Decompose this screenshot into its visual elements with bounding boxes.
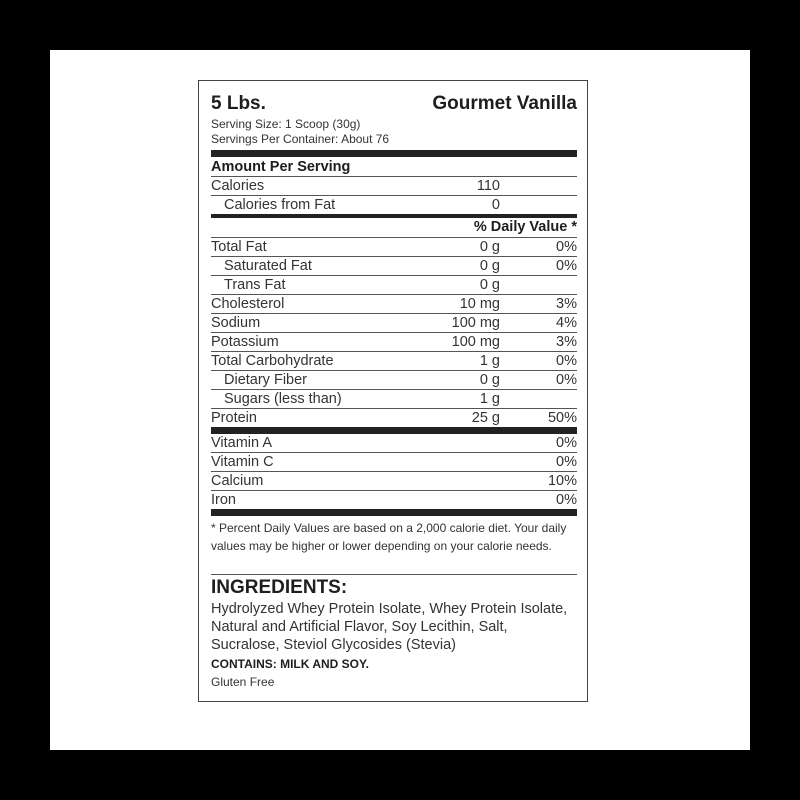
vitamin-percent: 0% <box>556 435 577 451</box>
calories-value: 110 <box>476 178 500 194</box>
nutrient-percent: 0% <box>556 372 577 388</box>
nutrient-label: Sodium <box>211 315 261 331</box>
nutrient-label: Dietary Fiber <box>224 372 307 388</box>
nutrient-percent: 0% <box>556 353 577 369</box>
thick-divider <box>211 509 577 516</box>
ingredients-title: INGREDIENTS: <box>211 577 348 598</box>
nutrient-amount: 0 g <box>479 239 500 255</box>
nutrient-row <box>211 314 577 332</box>
servings-per-container: Servings Per Container: About 76 <box>211 132 390 146</box>
nutrient-amount: 0 g <box>479 277 500 293</box>
nutrient-percent: 0% <box>556 239 577 255</box>
nutrient-label: Protein <box>211 410 257 426</box>
nutrition-facts-label <box>198 80 588 702</box>
nutrient-amount: 10 mg <box>459 296 500 312</box>
label-content <box>211 91 577 691</box>
amount-per-serving-label: Amount Per Serving <box>211 159 351 175</box>
vitamin-label: Vitamin A <box>211 435 272 451</box>
calories-label: Calories <box>211 178 265 194</box>
nutrient-row <box>211 257 577 275</box>
nutrient-amount: 0 g <box>479 372 500 388</box>
nutrient-row <box>211 276 577 294</box>
vitamin-row <box>211 453 577 471</box>
vitamin-label: Vitamin C <box>211 454 274 470</box>
label-header <box>211 91 577 117</box>
nutrient-percent: 0% <box>556 258 577 274</box>
nutrient-percent: 3% <box>556 334 577 350</box>
nutrient-percent: 50% <box>547 410 577 426</box>
flavor-name: Gourmet Vanilla <box>432 93 577 114</box>
serving-size: Serving Size: 1 Scoop (30g) <box>211 117 361 131</box>
nutrient-label: Trans Fat <box>224 277 286 293</box>
vitamin-percent: 0% <box>556 492 577 508</box>
thick-divider <box>211 150 577 157</box>
daily-value-footnote: * Percent Daily Values are based on a 2,000 calorie diet. Your daily values may be higher or lower depending on your calorie needs. <box>211 521 567 553</box>
nutrient-amount: 100 mg <box>451 334 500 350</box>
daily-value-header-text: % Daily Value * <box>473 219 577 235</box>
vitamin-label: Calcium <box>211 473 264 489</box>
vitamin-row <box>211 434 577 452</box>
nutrient-label: Sugars (less than) <box>224 391 342 407</box>
nutrient-amount: 100 mg <box>451 315 500 331</box>
nutrient-amount: 1 g <box>479 353 500 369</box>
nutrient-row <box>211 333 577 351</box>
nutrient-row <box>211 352 577 370</box>
nutrient-amount: 0 g <box>479 258 500 274</box>
nutrient-row <box>211 390 577 408</box>
vitamin-row <box>211 472 577 490</box>
allergen-statement: CONTAINS: MILK AND SOY. <box>211 657 369 671</box>
nutrient-label: Potassium <box>211 334 279 350</box>
nutrient-amount: 1 g <box>479 391 500 407</box>
daily-value-header <box>211 218 577 237</box>
nutrient-label: Cholesterol <box>211 296 285 312</box>
calories-from-fat-value: 0 <box>491 197 500 213</box>
nutrient-row <box>211 409 577 427</box>
thick-divider <box>211 427 577 434</box>
container-size: 5 Lbs. <box>211 93 266 114</box>
ingredients-text: Hydrolyzed Whey Protein Isolate, Whey Protein Isolate, Natural and Artificial Flavor, Soy Lecithin, Salt, Sucralose, Steviol Glycosides (Stevia) <box>211 601 568 653</box>
amount-per-serving <box>211 158 577 176</box>
nutrient-percent: 3% <box>556 296 577 312</box>
nutrient-row <box>211 238 577 256</box>
vitamin-percent: 0% <box>556 454 577 470</box>
vitamin-label: Iron <box>211 492 236 508</box>
calories-row <box>211 177 577 195</box>
vitamin-percent: 10% <box>547 473 577 489</box>
nutrient-percent: 4% <box>556 315 577 331</box>
nutrient-label: Saturated Fat <box>224 258 312 274</box>
nutrient-row <box>211 295 577 313</box>
calories-from-fat-label: Calories from Fat <box>224 197 336 213</box>
calories-from-fat-row <box>211 196 577 214</box>
nutrient-row <box>211 371 577 389</box>
nutrient-amount: 25 g <box>471 410 500 426</box>
nutrient-label: Total Carbohydrate <box>211 353 334 369</box>
nutrient-label: Total Fat <box>211 239 267 255</box>
vitamin-row <box>211 491 577 509</box>
gluten-free-note: Gluten Free <box>211 675 275 689</box>
